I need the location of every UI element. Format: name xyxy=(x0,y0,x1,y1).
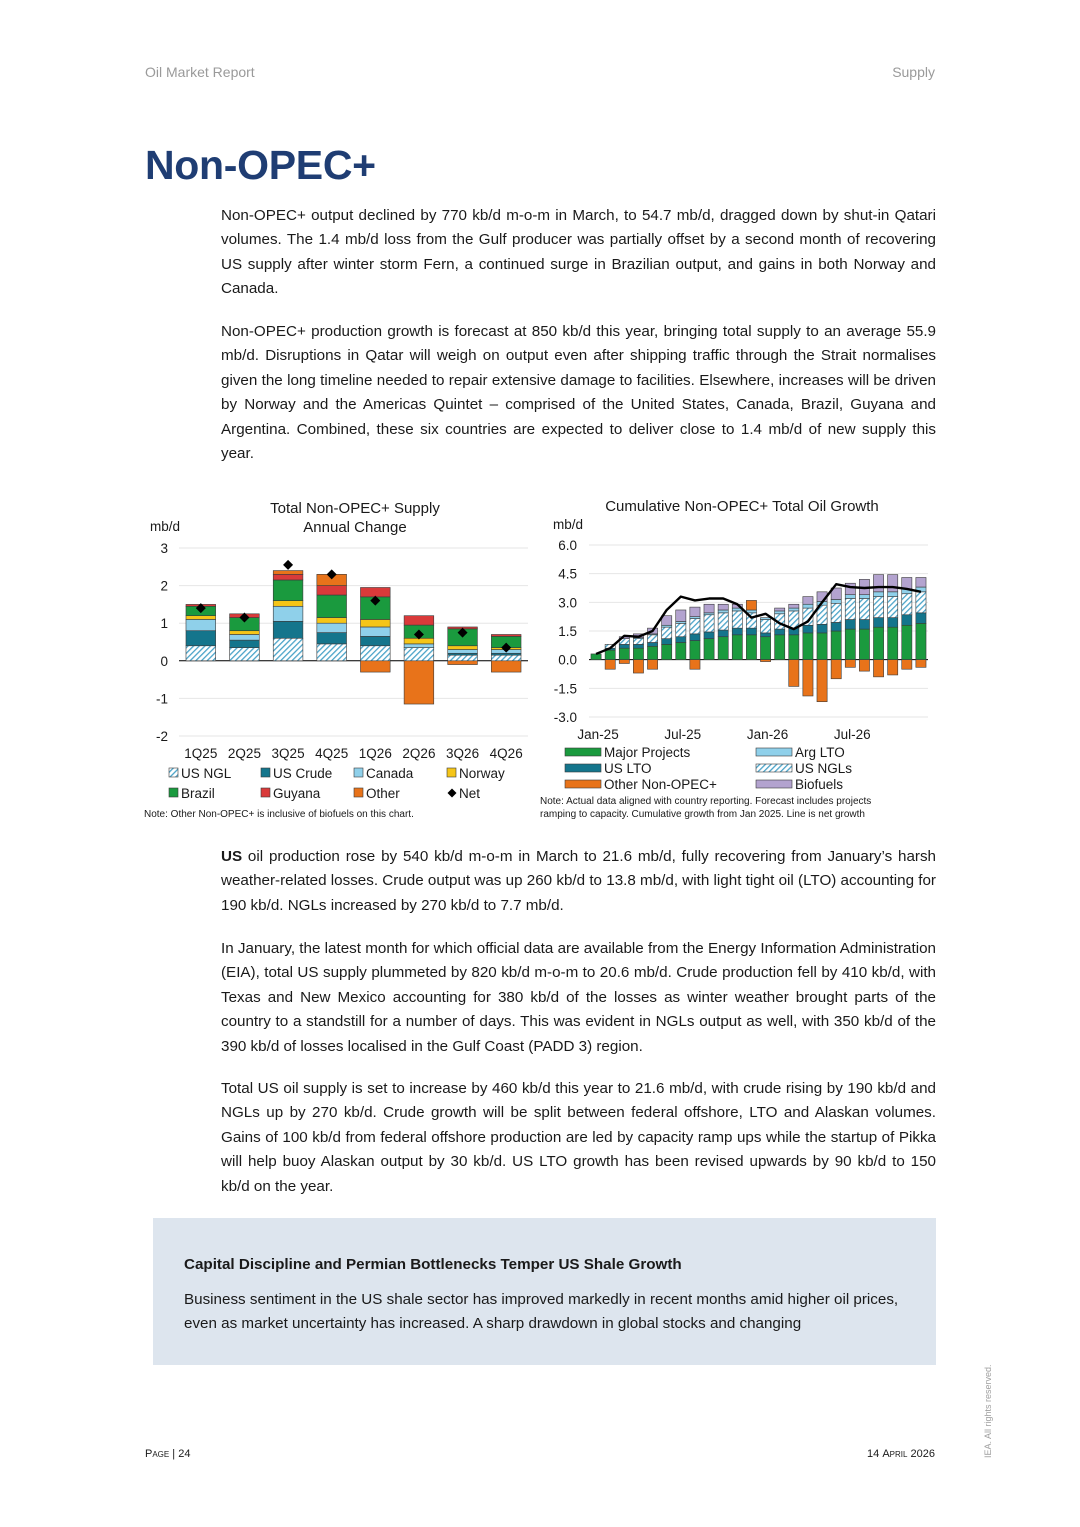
bar-segment-major_projects xyxy=(633,648,643,659)
x-tick-label: 4Q25 xyxy=(315,746,349,761)
bar-segment-major_projects xyxy=(746,635,756,660)
y-tick-label: 6.0 xyxy=(558,538,577,553)
bar-segment-major_projects xyxy=(817,633,827,660)
bar-segment-biofuels xyxy=(690,607,700,617)
y-tick-label: 0 xyxy=(160,653,168,669)
footer-page-label: Page xyxy=(145,1448,170,1460)
bar-segment-us_lto xyxy=(803,625,813,633)
bar-segment-major_projects xyxy=(831,631,841,660)
legend-label: Guyana xyxy=(273,786,321,801)
chart2-note-line1: Note: Actual data aligned with country reporting. Forecast includes projects xyxy=(540,796,872,807)
bar-segment-us_ngls xyxy=(676,623,686,636)
bar-segment-arg_lto xyxy=(845,595,855,599)
bar-segment-us_lto xyxy=(633,644,643,648)
bar-segment-us_ngl xyxy=(186,646,216,661)
bar-segment-guyana xyxy=(491,634,521,636)
bar-segment-other_nonopec xyxy=(888,660,898,675)
legend-label: Norway xyxy=(459,766,505,781)
paragraph-1: Non-OPEC+ output declined by 770 kb/d m-o-m in March, to 54.7 mb/d, dragged down by shut-in Qatari volumes. The 1.4 mb/d loss from the Gulf producer was partially offset by a second month of recovering US supply after winter storm Fern, a continued surge in Brazilian output, and gains in both Norway and Canada. xyxy=(221,207,936,298)
bar-segment-biofuels xyxy=(676,610,686,621)
bar-segment-norway xyxy=(448,646,478,650)
bar-segment-major_projects xyxy=(676,642,686,659)
bar-segment-us_ngl xyxy=(317,644,347,661)
bar-segment-us_ngls xyxy=(732,611,742,628)
bar-segment-other_nonopec xyxy=(746,600,756,610)
bar-segment-us_lto xyxy=(817,624,827,633)
y-tick-label: -1 xyxy=(155,691,168,707)
legend-label: Net xyxy=(459,786,481,801)
legend-label: US LTO xyxy=(604,761,652,776)
footer-date-day: 14 xyxy=(867,1448,880,1460)
net-growth-line xyxy=(596,584,921,654)
bar-segment-biofuels xyxy=(803,597,813,605)
legend-swatch-us_lto xyxy=(565,764,601,772)
footer-date xyxy=(867,1448,935,1460)
y-tick-label: 4.5 xyxy=(558,566,577,582)
bar-segment-us_ngls xyxy=(873,597,883,618)
bar-segment-biofuels xyxy=(845,583,855,594)
chart1-ylabel: mb/d xyxy=(150,519,181,534)
x-tick-label: 2Q26 xyxy=(402,746,436,761)
bar-segment-us_ngl xyxy=(448,655,478,661)
legend-label: US Crude xyxy=(273,766,333,781)
bar-segment-other_nonopec xyxy=(619,660,629,664)
bar-segment-major_projects xyxy=(662,644,672,659)
bar-segment-other_nonopec xyxy=(902,660,912,670)
y-tick-label: -1.5 xyxy=(553,681,577,697)
legend-net-marker xyxy=(448,789,457,798)
bar-segment-arg_lto xyxy=(831,599,841,603)
chart-cumulative-growth xyxy=(538,493,938,825)
bar-segment-us_crude xyxy=(273,621,303,638)
bar-segment-canada xyxy=(317,623,347,632)
bar-segment-brazil xyxy=(317,595,347,618)
paragraph-3 xyxy=(221,845,936,918)
bar-segment-canada xyxy=(273,606,303,621)
bar-segment-us_ngls xyxy=(902,594,912,615)
bar-segment-major_projects xyxy=(605,650,615,660)
bar-segment-us_lto xyxy=(902,615,912,626)
bar-segment-other_nonopec xyxy=(845,660,855,668)
bar-segment-norway xyxy=(317,618,347,624)
bar-segment-arg_lto xyxy=(775,611,785,614)
x-tick-label: Jan-25 xyxy=(577,727,619,742)
bar-segment-major_projects xyxy=(704,639,714,660)
x-tick-label: 3Q26 xyxy=(446,746,480,761)
bar-segment-other_nonopec xyxy=(633,660,643,673)
y-tick-label: 3.0 xyxy=(558,595,577,611)
bar-segment-us_ngls xyxy=(690,619,700,634)
chart2-title: Cumulative Non-OPEC+ Total Oil Growth xyxy=(605,498,879,515)
bar-segment-other_nonopec xyxy=(873,660,883,677)
footer-date-month: April xyxy=(882,1448,908,1460)
bar-segment-major_projects xyxy=(873,627,883,659)
chart-annual-change xyxy=(140,495,540,825)
bar-segment-us_lto xyxy=(916,613,926,624)
bar-segment-guyana xyxy=(273,574,303,580)
side-copyright: IEA. All rights reserved. xyxy=(983,1364,993,1458)
bar-segment-major_projects xyxy=(916,623,926,659)
bar-segment-major_projects xyxy=(888,627,898,659)
bar-segment-biofuels xyxy=(888,575,898,592)
x-tick-label: 2Q25 xyxy=(227,746,261,761)
y-tick-label: -3.0 xyxy=(553,710,577,725)
bar-segment-other xyxy=(404,661,434,704)
bar-segment-arg_lto xyxy=(859,595,869,599)
bar-segment-us_crude xyxy=(186,631,216,646)
legend-swatch-biofuels xyxy=(756,780,792,788)
bar-segment-guyana xyxy=(360,587,390,596)
legend-label: US NGLs xyxy=(795,761,853,776)
paragraph-3-lead: US xyxy=(221,848,243,865)
legend-label: US NGL xyxy=(181,766,232,781)
legend-swatch-major_projects xyxy=(565,748,601,756)
bar-segment-arg_lto xyxy=(746,610,756,613)
bar-segment-us_ngls xyxy=(831,603,841,622)
paragraph-3-text: oil production rose by 540 kb/d m-o-m in March to 21.6 mb/d, fully recovering from January’s harsh weather-related losses. Crude output was up 260 kb/d to 13.8 mb/d, with light tight oil (LTO) accounting for 190 kb/d. NGLs increased by 270 kb/d to 7.7 mb/d. xyxy=(221,848,936,914)
chart1-subtitle: Annual Change xyxy=(303,519,407,536)
bar-segment-us_ngl xyxy=(404,648,434,661)
legend-swatch-other xyxy=(354,788,363,797)
bar-segment-us_crude xyxy=(230,640,260,648)
legend-swatch-us_ngls xyxy=(756,764,792,772)
x-tick-label: Jul-25 xyxy=(664,727,702,742)
legend-swatch-canada xyxy=(354,768,363,777)
footer-date-year: 2026 xyxy=(910,1448,935,1460)
bar-segment-us_lto xyxy=(775,629,785,635)
bar-segment-us_lto xyxy=(619,644,629,648)
bar-segment-us_ngls xyxy=(662,627,672,638)
bar-segment-arg_lto xyxy=(873,592,883,597)
footer-page xyxy=(145,1448,190,1460)
bar-segment-other_nonopec xyxy=(647,660,657,670)
bar-segment-us_ngls xyxy=(916,592,926,613)
bar-segment-us_ngl xyxy=(491,655,521,661)
bar-segment-major_projects xyxy=(591,654,601,660)
legend-swatch-guyana xyxy=(261,788,270,797)
legend-label: Brazil xyxy=(181,786,215,801)
bar-segment-guyana xyxy=(404,616,434,625)
bar-segment-us_lto xyxy=(746,628,756,635)
x-tick-label: 1Q25 xyxy=(184,746,218,761)
bar-segment-us_lto xyxy=(676,637,686,643)
bar-segment-canada xyxy=(186,619,216,630)
bar-segment-us_ngl xyxy=(230,648,260,661)
bar-segment-biofuels xyxy=(704,604,714,613)
bar-segment-other xyxy=(491,661,521,672)
legend-swatch-us_crude xyxy=(261,768,270,777)
bar-segment-major_projects xyxy=(789,635,799,660)
bar-segment-us_ngls xyxy=(845,599,855,620)
bar-segment-us_ngls xyxy=(789,611,799,628)
bar-segment-biofuels xyxy=(873,575,883,592)
bar-segment-us_crude xyxy=(317,633,347,644)
bar-segment-major_projects xyxy=(902,625,912,659)
legend-label: Canada xyxy=(366,766,414,781)
chart2-ylabel: mb/d xyxy=(553,517,584,532)
bar-segment-canada xyxy=(404,644,434,648)
paragraph-2: Non-OPEC+ production growth is forecast at 850 kb/d this year, bringing total supply to an average 55.9 mb/d. Disruptions in Qatar will weigh on output even after shipping traffic through the Strait normalises given the long timeline needed to repair extensive damage to facilities. Elsewhere, increases will be driven by Norway and the Americas Quintet – comprised of the United States, Canada, Brazil, Guyana and Argentina. Combined, these six countries are expected to deliver close to 1.4 mb/d of new supply this year. xyxy=(221,323,936,463)
callout-title: Capital Discipline and Permian Bottlenecks Temper US Shale Growth xyxy=(184,1256,682,1273)
bar-segment-us_lto xyxy=(690,634,700,641)
legend-swatch-arg_lto xyxy=(756,748,792,756)
bar-segment-norway xyxy=(230,631,260,635)
bar-segment-arg_lto xyxy=(803,604,813,608)
bar-segment-guyana xyxy=(317,586,347,595)
bar-segment-us_ngls xyxy=(647,635,657,643)
paragraph-4: In January, the latest month for which official data are available from the Energy Information Administration (EIA), total US supply plummeted by 820 kb/d m-o-m to 20.6 mb/d. Crude production fell by 410 kb/d, with Texas and New Mexico accounting for 380 kb/d of the losses as winter weather brought parts of the country to a standstill for a number of days. This was evident in NGLs output as well, with 350 kb/d of the 390 kb/d of losses localised in the Gulf Coast (PADD 3) region. xyxy=(221,940,936,1055)
bar-segment-us_lto xyxy=(888,618,898,628)
legend-label: Major Projects xyxy=(604,745,691,760)
bar-segment-biofuels xyxy=(902,577,912,588)
bar-segment-us_ngls xyxy=(888,597,898,618)
bar-segment-biofuels xyxy=(916,577,926,587)
x-tick-label: 1Q26 xyxy=(358,746,392,761)
y-tick-label: 1.5 xyxy=(558,624,577,639)
x-tick-label: Jan-26 xyxy=(746,727,789,742)
footer-page-number: | 24 xyxy=(172,1448,191,1460)
chart1-title: Total Non-OPEC+ Supply xyxy=(270,500,440,517)
bar-segment-norway xyxy=(273,601,303,607)
bar-segment-major_projects xyxy=(803,633,813,660)
bar-segment-biofuels xyxy=(775,608,785,611)
bar-segment-major_projects xyxy=(845,629,855,660)
chart2-note-line2: ramping to capacity. Cumulative growth from Jan 2025. Line is net growth xyxy=(540,809,865,820)
bar-segment-other xyxy=(360,661,390,672)
x-tick-label: 3Q25 xyxy=(271,746,305,761)
bar-segment-us_ngls xyxy=(704,615,714,632)
bar-segment-major_projects xyxy=(619,648,629,659)
y-tick-label: 2 xyxy=(160,578,168,594)
bar-segment-other xyxy=(448,661,478,665)
bar-segment-us_ngls xyxy=(760,620,770,633)
bar-segment-arg_lto xyxy=(718,610,728,613)
bar-segment-major_projects xyxy=(760,637,770,660)
bar-segment-us_ngl xyxy=(273,638,303,661)
bar-segment-brazil xyxy=(273,580,303,601)
x-tick-label: 4Q26 xyxy=(489,746,523,761)
callout-box xyxy=(153,1218,936,1365)
bar-segment-biofuels xyxy=(789,604,799,608)
bar-segment-major_projects xyxy=(718,637,728,660)
bar-segment-major_projects xyxy=(859,629,869,660)
bar-segment-major_projects xyxy=(775,635,785,660)
legend-label: Other xyxy=(366,786,400,801)
bar-segment-us_lto xyxy=(662,639,672,645)
bar-segment-canada xyxy=(230,634,260,640)
callout-text: Business sentiment in the US shale sector has improved markedly in recent months amid higher oil prices, even as market uncertainty has increased. A sharp drawdown in global stocks and changing xyxy=(184,1291,899,1333)
y-tick-label: -2 xyxy=(155,729,168,744)
x-tick-label: Jul-26 xyxy=(833,727,871,742)
bar-segment-us_lto xyxy=(831,622,841,631)
bar-segment-other_nonopec xyxy=(789,660,799,687)
header-section: Supply xyxy=(892,64,935,80)
bar-segment-us_ngls xyxy=(718,613,728,630)
bar-segment-canada xyxy=(360,627,390,636)
bar-segment-us_lto xyxy=(732,628,742,635)
bar-segment-norway xyxy=(360,619,390,627)
bar-segment-biofuels xyxy=(718,604,728,610)
bar-segment-us_ngls xyxy=(859,599,869,620)
bar-segment-us_lto xyxy=(873,618,883,628)
bar-segment-arg_lto xyxy=(789,608,799,611)
bar-segment-us_lto xyxy=(647,642,657,646)
legend-swatch-other_nonopec xyxy=(565,780,601,788)
page-title: Non-OPEC+ xyxy=(145,142,376,188)
bar-segment-us_ngls xyxy=(633,639,643,645)
legend-swatch-norway xyxy=(447,768,456,777)
bar-segment-other_nonopec xyxy=(605,660,615,670)
bar-segment-other_nonopec xyxy=(859,660,869,671)
legend-swatch-us_ngl xyxy=(169,768,178,777)
chart1-note: Note: Other Non-OPEC+ is inclusive of biofuels on this chart. xyxy=(144,809,414,820)
bar-segment-other_nonopec xyxy=(690,660,700,670)
bar-segment-other_nonopec xyxy=(803,660,813,696)
bar-segment-canada xyxy=(448,650,478,654)
bar-segment-other_nonopec xyxy=(916,660,926,668)
y-tick-label: 0.0 xyxy=(558,652,577,668)
bar-segment-us_lto xyxy=(845,620,855,630)
y-tick-label: 1 xyxy=(160,616,168,632)
bar-segment-major_projects xyxy=(732,635,742,660)
legend-label: Arg LTO xyxy=(795,745,845,760)
bar-segment-other_nonopec xyxy=(831,660,841,679)
paragraph-5: Total US oil supply is set to increase by 460 kb/d this year to 21.6 mb/d, with crude rising by 190 kb/d and NGLs up by 270 kb/d. Crude growth will be split between federal offshore, LTO and Alaskan volumes. Gains of 100 kb/d from federal offshore production are led by capacity ramp ups while the startup of Pikka will help buoy Alaskan output by 30 kb/d. US LTO growth has been revised upwards by 90 kb/d to 150 kb/d on the year. xyxy=(221,1080,936,1195)
legend-label: Biofuels xyxy=(795,777,844,792)
bar-segment-other xyxy=(273,571,303,575)
net-marker xyxy=(283,560,293,570)
header-report-title: Oil Market Report xyxy=(145,64,255,80)
bar-segment-norway xyxy=(186,616,216,620)
bar-segment-major_projects xyxy=(690,641,700,660)
bar-segment-major_projects xyxy=(647,646,657,659)
y-tick-label: 3 xyxy=(160,541,168,556)
bar-segment-us_lto xyxy=(760,633,770,637)
bar-segment-other_nonopec xyxy=(760,660,770,662)
legend-swatch-brazil xyxy=(169,788,178,797)
bar-segment-us_ngl xyxy=(360,646,390,661)
bar-segment-arg_lto xyxy=(888,592,898,597)
bar-segment-us_lto xyxy=(718,630,728,637)
bar-segment-other_nonopec xyxy=(817,660,827,702)
bar-segment-us_lto xyxy=(704,632,714,639)
bar-segment-us_lto xyxy=(859,620,869,630)
legend-label: Other Non-OPEC+ xyxy=(604,777,717,792)
bar-segment-us_crude xyxy=(360,636,390,645)
bar-segment-arg_lto xyxy=(760,618,770,620)
